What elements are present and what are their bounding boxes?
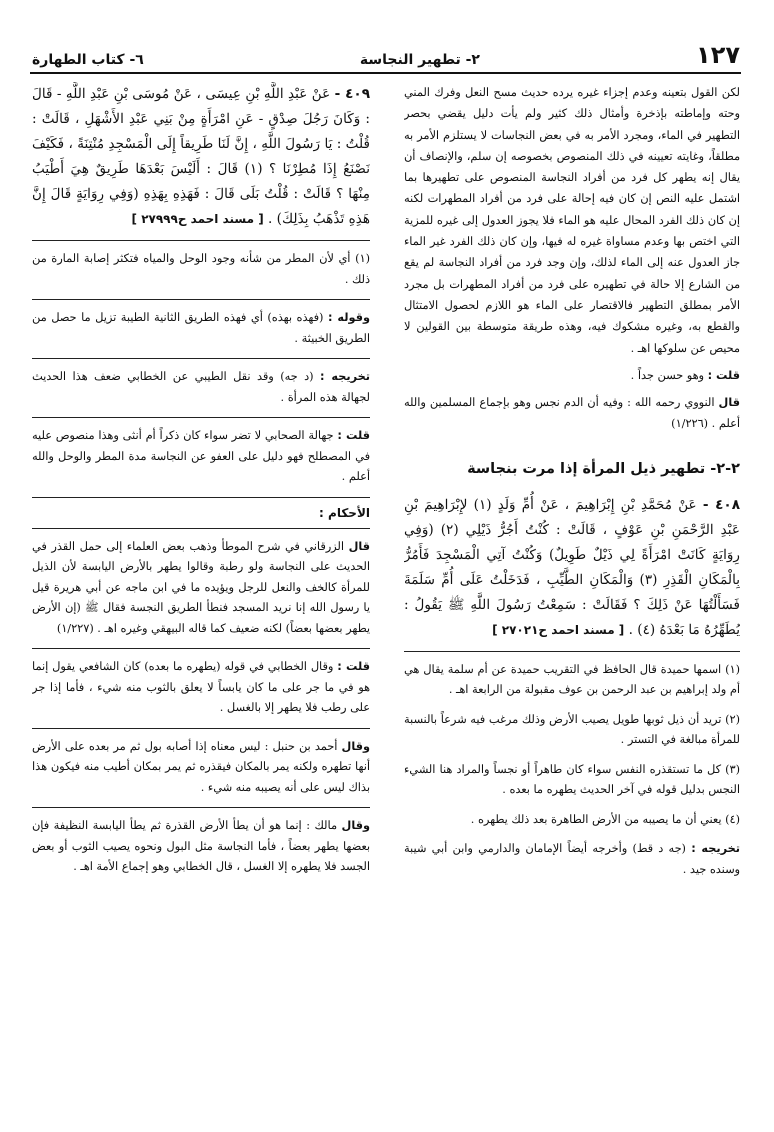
section-title: ٢- تطهير النجاسة	[359, 52, 480, 68]
hadith-reference: [ مسند احمد ح٢٧٩٩٩ ]	[131, 212, 264, 226]
divider	[32, 807, 370, 808]
ahmad-paragraph	[32, 737, 370, 799]
intro-paragraph: لكن القول بتعينه وعدم إجزاء غيره يرده حديث مسح النعل وفرك المني وحته وإماطته بإذخرة وأمثال ذلك كثير ولم يأت دليل يقضي بحصر التطهير في الماء، ومجرد الأمر به في بعض النجاسات لا يستلزم الأمر به مطلقاً، وغايته تعيينه في ذلك المنصوص بخصوصه إن سلم، والإنصاف أن يقال إنه يطهر كل فرد من أفراد النجاسة المنصوص على تطهيرها بما اشتمل عليه النص إن كان فيه إحالة على فرد من أفراد المطهرات لكنه إن كان ذلك الفرد المحال عليه هو الماء فلا يجوز العدول إلى غيره للمزية التي اختص بها وعدم مساواة غيره له فيها، وإن كان ذلك الفرد غير الماء جاز العدول عنه إلى الماء لذلك، وإن وجد فرد من أفراد النجاسة لم يقع من الشارع إلا حالة في تطهيره على فرد من أفراد المطهرات بل مجرد الأمر بمطلق التطهير فالاقتصار على الماء هو اللازم لحصول الامتثال والقطع به، وغيره مشكوك فيه، وهذه طريقة متوسطة بين القولين لا محيص عن سلوكها اهـ .	[404, 86, 740, 355]
divider	[32, 299, 370, 300]
footnote: (٣) كل ما تستقذره النفس سواء كان طاهراً أو نجساً والمراد هنا الشيء النجس بدليل قوله في آخر الحديث يطهره ما بعده .	[404, 762, 740, 797]
takhrij-text: (جه د قط) وأخرجه أيضاً الإمامان والدارمي وابن أبي شيبة وسنده جيد .	[404, 842, 740, 876]
qult-text: جهالة الصحابي لا تضر سواء كان ذكراً أم أنثى وهذا منصوص عليه في المصطلح فهو دليل على العفو عن النجاسة مدة المطر والوحل والله أعلم .	[32, 429, 370, 483]
footnote: (٢) تريد أن ذيل ثوبها طويل يصيب الأرض وذلك مرغب فيه شرعاً بالنسبة للمرأة مبالغة في التستر .	[404, 712, 740, 747]
khattabi-text: وقال الخطابي في قوله (يطهره ما بعده) كان الشافعي يقول إنما هو في ما جر على ما كان يابساً لا يعلق بالثوب منه شيء ، فأما إذا جر على رطب فلا يطهر إلا بالغسل .	[32, 660, 370, 714]
qult-label: قلت :	[337, 429, 370, 442]
hadith-408	[404, 493, 740, 643]
qult-label: قلت :	[707, 368, 740, 382]
hadith-number: ٤٠٨ -	[702, 496, 740, 513]
footnote-separator	[32, 240, 370, 241]
hadith-text: عَنْ مُحَمَّدِ بْنِ إِبْرَاهِيمَ ، عَنْ أُمِّ وَلَدٍ (١) لإِبْرَاهِيمَ بْنِ عَبْدِ الرَّحْمَنِ بْنِ عَوْفٍ ، قَالَتْ : كُنْتُ أَجُرُّ ذَيْلِي (٢) (وَفِي رِوَايَةٍ كَانَتْ امْرَأَةً لِي ذَيْلٌ طَوِيلٌ) وَكُنْتُ آتِي الْمَسْجِدَ فَأَمُرُّ بِالْمَكَانِ الْقَذِرِ (٣) وَالْمَكَانِ الطَّيِّبِ ، فَدَخَلْتُ عَلَى أُمِّ سَلَمَةَ فَسَأَلْتُهَا عَنْ ذَلِكَ ؟ فَقَالَتْ : سَمِعْتُ رَسُولَ اللَّهِ ﷺ يَقُولُ : يُطَهِّرُهُ مَا بَعْدَهُ (٤) .	[404, 496, 740, 638]
takhrij-label: تخريجه :	[691, 842, 740, 856]
page-number: ١٢٧	[696, 41, 740, 69]
footnote: (١) اسمها حميدة قال الحافظ في التقريب حميدة عن أم سلمة يقال هي أم ولد إبراهيم بن عبد الرحمن بن عوف مقبولة من الرابعة اهـ .	[404, 662, 740, 697]
khattabi-paragraph	[32, 657, 370, 719]
takhrij-text: (د جه) وقد نقل الطيبي عن الخطابي ضعف هذا الحديث لجهالة هذه المرأة .	[32, 370, 370, 404]
qawluhu-paragraph	[32, 308, 370, 349]
zurqani-text: الزرقاني في شرح الموطأ وذهب بعض العلماء إلى حمل القذر في الحديث على النجاسة ولو رطبة وقالوا يطهر بالأرض اليابسة لأن الذيل للمرأة كالخف والنعل للرجل ويؤيده ما في ابن ماجه عن أبي هريرة قيل يا رسول الله إنا نريد المسجد فنطأ الطريق النجسة فقال ﷺ (إن الأرض يطهر بعضها بعضاً) لكنه ضعيف كما قاله البيهقي وغيره اهـ . (١/٢٢٧)	[32, 539, 370, 635]
left-column	[32, 82, 370, 1102]
page-header	[32, 38, 740, 68]
qaal-label: قال	[348, 539, 370, 553]
hadith-reference: [ مسند احمد ح٢٧٠٢١ ]	[492, 622, 625, 637]
malik-paragraph	[32, 816, 370, 878]
hadith-number: ٤٠٩ -	[334, 86, 370, 102]
qult-label: قلت :	[337, 660, 370, 673]
qult-paragraph	[32, 426, 370, 488]
footnote: (٤) يعني أن ما يصيبه من الأرض الطاهرة بعد ذلك يطهره .	[470, 812, 740, 826]
right-column	[404, 82, 740, 1102]
header-rule	[30, 72, 741, 74]
book-title: ٦- كتاب الطهارة	[32, 52, 144, 68]
qult-paragraph	[404, 365, 740, 386]
qawluhu-label: وقوله :	[327, 311, 370, 324]
hadith-409	[32, 82, 370, 232]
divider	[32, 497, 370, 498]
qawluhu-text: (فهذه بهذه) أي فهذه الطريق الثانية الطيبة تزيل ما حصل من الطريق الخبيثة .	[32, 311, 370, 345]
footnote: (١) أي لأن المطر من شأنه وجود الوحل والمياه فتكثر إصابة المارة من ذلك .	[32, 252, 370, 286]
nawawi-text: النووي رحمه الله : وفيه أن الدم نجس وهو بإجماع المسلمين والله أعلم . (١/٢٢٦)	[404, 396, 740, 431]
waqaal-label: وقال	[341, 739, 370, 753]
nawawi-label: قال	[718, 396, 740, 410]
divider	[32, 358, 370, 359]
divider	[32, 648, 370, 649]
qult-text: وهو حسن جداً .	[630, 368, 704, 382]
zurqani-paragraph	[32, 537, 370, 640]
ahmad-text: أحمد بن حنبل : ليس معناه إذا أصابه بول ثم مر بعده على الأرض أنها تطهره ولكنه يمر بالمكان فيقذره ثم يمر بمكان أطيب منه فيكون هذا بذاك ليس على أنه يصيبه منه شيء .	[32, 739, 370, 794]
waqaal-label: وقال	[341, 819, 370, 832]
divider	[32, 528, 370, 529]
takhrij-label: تخريجه :	[320, 370, 370, 383]
divider	[32, 417, 370, 418]
takhrij-paragraph	[404, 839, 740, 880]
footnote-separator	[404, 651, 740, 652]
hadith-text: عَنْ عَبْدِ اللَّهِ بْنِ عِيسَى ، عَنْ مُوسَى بْنِ عَبْدِ اللَّهِ - قَالَ : وَكَانَ رَجُلَ صِدْقٍ - عَنِ امْرَأَةٍ مِنْ بَنِي عَبْدِ الأَشْهَلِ ، قَالَتْ : قُلْتُ : يَا رَسُولَ اللَّهِ ، إِنَّ لَنَا طَرِيقاً إِلَى الْمَسْجِدِ مُنْتِنَةً ، فَكَيْفَ نَصْنَعُ إِذَا مُطِرْنَا ؟ (١) قَالَ : أَلَيْسَ بَعْدَهَا طَرِيقٌ هِيَ أَطْيَبُ مِنْهَا ؟ قَالَتْ : قُلْتُ بَلَى قَالَ : فَهَذِهِ بِهَذِهِ (وَفِي رِوَايَةٍ قَالَ إِنَّ هَذِهِ تَذْهَبُ بِذَلِكَ) .	[32, 86, 370, 227]
nawawi-paragraph	[404, 392, 740, 435]
malik-text: مالك : إنما هو أن يطأ الأرض القذرة ثم يطأ اليابسة النظيفة فإن بعضها يطهر بعضاً ، فأما النجاسة مثل البول ونحوه يصيب الثوب أو بعض الجسد فلا يطهره إلا الغسل ، قال الخطابي وهو إجماع الأمة اهـ .	[32, 819, 370, 873]
divider	[32, 728, 370, 729]
takhrij-paragraph	[32, 367, 370, 408]
ahkam-title: الأحكام :	[319, 505, 370, 520]
section-heading: ٢-٢- تطهير ذيل المرأة إذا مرت بنجاسة	[467, 460, 740, 477]
